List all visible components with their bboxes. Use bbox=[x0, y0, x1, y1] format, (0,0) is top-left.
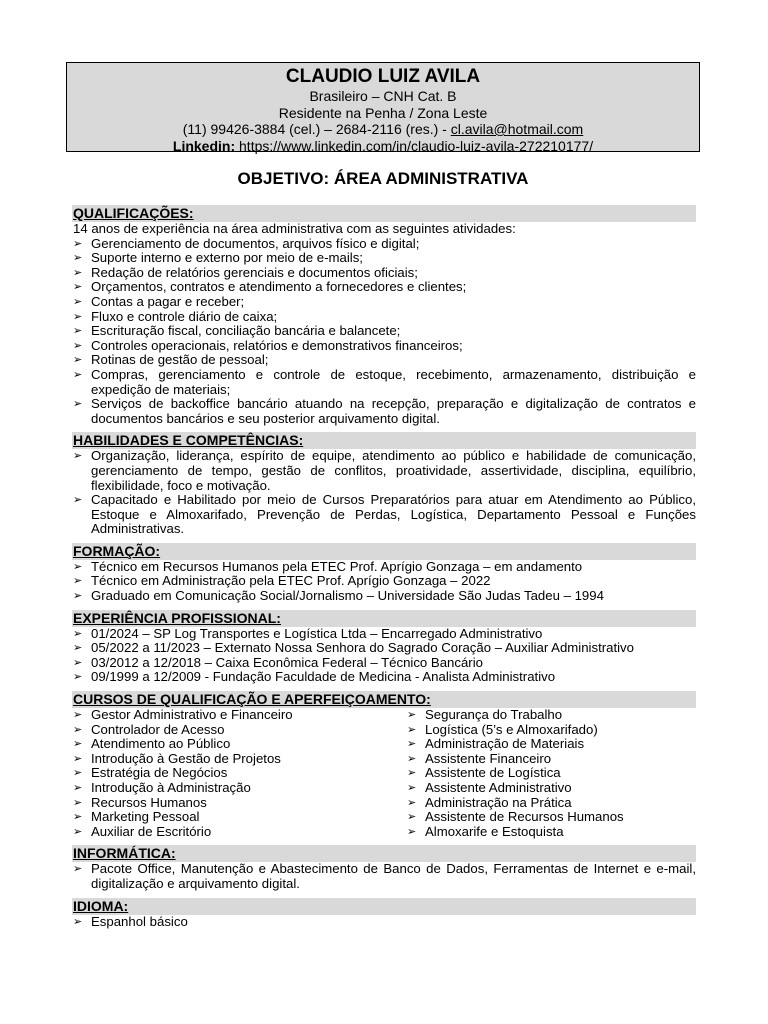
nationality-license: Brasileiro – CNH Cat. B bbox=[309, 88, 457, 104]
list-item bbox=[73, 560, 696, 575]
list-item-text: Rotinas de gestão de pessoal; bbox=[91, 352, 269, 368]
arrow-bullet-icon: ➢ bbox=[73, 825, 83, 838]
arrow-bullet-icon: ➢ bbox=[73, 590, 83, 603]
list-item bbox=[73, 589, 696, 604]
list-item-text: Administração na Prática bbox=[425, 794, 572, 810]
list-item-text: Técnico em Administração pela ETEC Prof. Aprígio Gonzaga – 2022 bbox=[91, 573, 491, 589]
list-item bbox=[73, 339, 696, 354]
list-item-text: Espanhol básico bbox=[91, 913, 188, 929]
list-item-text: 03/2012 a 12/2018 – Caixa Econômica Federal – Técnico Bancário bbox=[91, 654, 483, 670]
arrow-bullet-icon: ➢ bbox=[73, 450, 83, 463]
list-item bbox=[73, 324, 696, 339]
list-item bbox=[73, 737, 407, 752]
list-item bbox=[73, 295, 696, 310]
section-heading-habilidades: HABILIDADES E COMPETÊNCIAS: bbox=[72, 432, 696, 449]
list-item-text: Assistente de Logística bbox=[425, 765, 561, 781]
list-item-text: 09/1999 a 12/2009 - Fundação Faculdade de Medicina - Analista Administrativo bbox=[91, 669, 556, 685]
arrow-bullet-icon: ➢ bbox=[73, 709, 83, 722]
list-item bbox=[73, 862, 696, 891]
list-item bbox=[407, 752, 696, 767]
list-item-text: Capacitado e Habilitado por meio de Cursos Preparatórios para atuar em Atendimento ao Público, Estoque e Almoxarifado, Prevenção de Perdas, Logística, Departamento Pessoal e Funções Administrativas. bbox=[91, 492, 696, 537]
list-item bbox=[73, 449, 696, 493]
list-item-text: Gerenciamento de documentos, arquivos físico e digital; bbox=[91, 235, 420, 251]
arrow-bullet-icon: ➢ bbox=[73, 575, 83, 588]
list-item bbox=[407, 737, 696, 752]
arrow-bullet-icon: ➢ bbox=[73, 325, 83, 338]
experiencia-list bbox=[73, 627, 696, 685]
list-item bbox=[73, 752, 407, 767]
habilidades-list bbox=[73, 449, 696, 537]
list-item bbox=[407, 766, 696, 781]
arrow-bullet-icon: ➢ bbox=[73, 752, 83, 765]
contact-line bbox=[67, 121, 699, 138]
list-item bbox=[73, 656, 696, 671]
arrow-bullet-icon: ➢ bbox=[73, 796, 83, 809]
qualificacoes-intro: 14 anos de experiência na área administrativa com as seguintes atividades: bbox=[73, 221, 516, 236]
list-item-text: Administração de Materiais bbox=[425, 736, 585, 752]
list-item-text: Assistente Financeiro bbox=[425, 750, 552, 766]
qualificacoes-list bbox=[73, 237, 696, 427]
list-item-text: Pacote Office, Manutenção e Abastecimento de Banco de Dados, Ferramentas de Internet e e-mail, digitalização e arquivamento digital. bbox=[91, 861, 696, 891]
list-item-text: Recursos Humanos bbox=[91, 794, 207, 810]
list-item bbox=[407, 708, 696, 723]
arrow-bullet-icon: ➢ bbox=[407, 738, 417, 751]
section-heading-cursos: CURSOS DE QUALIFICAÇÃO E APERFEIÇOAMENTO: bbox=[72, 691, 696, 708]
list-item bbox=[73, 266, 696, 281]
list-item-text: Orçamentos, contratos e atendimento a fornecedores e clientes; bbox=[91, 279, 467, 295]
section-heading-informatica: INFORMÁTICA: bbox=[72, 845, 696, 862]
arrow-bullet-icon: ➢ bbox=[73, 266, 83, 279]
arrow-bullet-icon: ➢ bbox=[407, 825, 417, 838]
arrow-bullet-icon: ➢ bbox=[73, 782, 83, 794]
list-item-text: Redação de relatórios gerenciais e documentos oficiais; bbox=[91, 264, 418, 280]
arrow-bullet-icon: ➢ bbox=[407, 811, 417, 824]
list-item bbox=[73, 353, 696, 368]
list-item-text: Controlador de Acesso bbox=[91, 721, 225, 737]
arrow-bullet-icon: ➢ bbox=[73, 295, 83, 308]
arrow-bullet-icon: ➢ bbox=[73, 494, 83, 507]
arrow-bullet-icon: ➢ bbox=[73, 281, 83, 294]
list-item-text: Fluxo e controle diário de caixa; bbox=[91, 308, 278, 324]
section-heading-experiencia: EXPERIÊNCIA PROFISSIONAL: bbox=[72, 610, 696, 627]
list-item bbox=[73, 397, 696, 426]
arrow-bullet-icon: ➢ bbox=[73, 368, 83, 381]
list-item bbox=[73, 708, 407, 723]
list-item bbox=[73, 368, 696, 397]
list-item-text: Logística (5’s e Almoxarifado) bbox=[425, 721, 598, 737]
list-item bbox=[73, 237, 696, 252]
arrow-bullet-icon: ➢ bbox=[73, 642, 83, 655]
list-item-text: Gestor Administrativo e Financeiro bbox=[91, 707, 293, 723]
phone-numbers: (11) 99426-3884 (cel.) – 2684-2116 (res.) - bbox=[182, 121, 451, 137]
list-item-text: Estratégia de Negócios bbox=[91, 765, 228, 781]
list-item-text: 01/2024 – SP Log Transportes e Logística Ltda – Encarregado Administrativo bbox=[91, 625, 543, 641]
arrow-bullet-icon: ➢ bbox=[73, 310, 83, 323]
arrow-bullet-icon: ➢ bbox=[73, 560, 83, 573]
arrow-bullet-icon: ➢ bbox=[73, 627, 83, 640]
residence: Residente na Penha / Zona Leste bbox=[278, 104, 488, 121]
list-item-text: Introdução à Administração bbox=[91, 780, 251, 795]
list-item-text: Suporte interno e externo por meio de e-mails; bbox=[91, 250, 363, 266]
list-item-text: Assistente de Recursos Humanos bbox=[425, 809, 624, 825]
list-item bbox=[407, 781, 696, 796]
list-item-text: Marketing Pessoal bbox=[91, 809, 200, 825]
resume-content bbox=[73, 205, 696, 929]
list-item bbox=[73, 766, 407, 781]
list-item-text: Segurança do Trabalho bbox=[425, 707, 563, 723]
objective-title: OBJETIVO: ÁREA ADMINISTRATIVA bbox=[237, 169, 529, 188]
linkedin-url[interactable]: https://www.linkedin.com/in/claudio-luiz-avila-272210177/ bbox=[235, 137, 594, 154]
arrow-bullet-icon: ➢ bbox=[407, 752, 417, 765]
list-item bbox=[73, 251, 696, 266]
list-item-text: Introdução à Gestão de Projetos bbox=[91, 750, 281, 766]
list-item-text: Graduado em Comunicação Social/Jornalismo – Universidade São Judas Tadeu – 1994 bbox=[91, 588, 604, 604]
arrow-bullet-icon: ➢ bbox=[73, 671, 83, 684]
cursos-list-left bbox=[73, 708, 407, 839]
list-item bbox=[73, 670, 696, 685]
arrow-bullet-icon: ➢ bbox=[73, 398, 83, 411]
list-item bbox=[407, 810, 696, 825]
list-item-text: 05/2022 a 11/2023 – Externato Nossa Senhora do Sagrado Coração – Auxiliar Administrativo bbox=[91, 640, 634, 656]
arrow-bullet-icon: ➢ bbox=[73, 738, 83, 751]
arrow-bullet-icon: ➢ bbox=[73, 252, 83, 265]
cursos-columns bbox=[73, 708, 696, 839]
arrow-bullet-icon: ➢ bbox=[407, 709, 417, 722]
list-item-text: Controles operacionais, relatórios e demonstrativos financeiros; bbox=[91, 337, 463, 353]
arrow-bullet-icon: ➢ bbox=[407, 723, 417, 736]
section-heading-qualificacoes: QUALIFICAÇÕES: bbox=[72, 205, 696, 222]
list-item bbox=[73, 723, 407, 738]
list-item-text: Organização, liderança, espírito de equipe, atendimento ao público e habilidade de comunicação, gerenciamento de tempo, gestão de conflitos, proatividade, assertividade, disciplina, equilíbrio, flexibilidade, foco e motivação. bbox=[91, 448, 696, 493]
resume-header bbox=[66, 62, 700, 152]
list-item-text: Compras, gerenciamento e controle de estoque, recebimento, armazenamento, distribuição e expedição de materiais; bbox=[91, 366, 696, 397]
list-item bbox=[73, 796, 407, 811]
arrow-bullet-icon: ➢ bbox=[73, 863, 83, 876]
arrow-bullet-icon: ➢ bbox=[73, 723, 83, 736]
arrow-bullet-icon: ➢ bbox=[407, 796, 417, 809]
email-link[interactable]: cl.avila@hotmail.com bbox=[450, 121, 584, 137]
list-item bbox=[73, 825, 407, 840]
arrow-bullet-icon: ➢ bbox=[73, 354, 83, 367]
arrow-bullet-icon: ➢ bbox=[73, 656, 83, 669]
arrow-bullet-icon: ➢ bbox=[407, 767, 417, 780]
section-heading-idioma: IDIOMA: bbox=[72, 898, 696, 915]
list-item-text: Contas a pagar e receber; bbox=[91, 293, 245, 309]
arrow-bullet-icon: ➢ bbox=[73, 339, 83, 352]
list-item bbox=[407, 825, 696, 840]
list-item-text: Atendimento ao Público bbox=[91, 736, 231, 752]
list-item-text: Auxiliar de Escritório bbox=[91, 823, 212, 839]
arrow-bullet-icon: ➢ bbox=[73, 811, 83, 824]
arrow-bullet-icon: ➢ bbox=[73, 767, 83, 780]
idioma-list bbox=[73, 915, 696, 930]
candidate-name: CLAUDIO LUIZ AVILA bbox=[285, 66, 481, 87]
list-item-text: Almoxarife e Estoquista bbox=[425, 823, 564, 839]
linkedin-line bbox=[67, 138, 699, 155]
list-item bbox=[407, 723, 696, 738]
list-item bbox=[73, 627, 696, 642]
list-item bbox=[73, 915, 696, 930]
list-item bbox=[407, 796, 696, 811]
list-item-text: Técnico em Recursos Humanos pela ETEC Prof. Aprígio Gonzaga – em andamento bbox=[91, 558, 583, 574]
list-item-text: Escrituração fiscal, conciliação bancária e balancete; bbox=[91, 323, 401, 339]
section-heading-formacao: FORMAÇÃO: bbox=[72, 543, 696, 560]
arrow-bullet-icon: ➢ bbox=[73, 915, 83, 928]
list-item bbox=[73, 781, 407, 796]
arrow-bullet-icon: ➢ bbox=[73, 237, 83, 250]
list-item-text: Serviços de backoffice bancário atuando na recepção, preparação e digitalização de contratos e documentos bancários e seu posterior arquivamento digital. bbox=[91, 396, 696, 426]
cursos-list-right bbox=[407, 708, 696, 839]
list-item bbox=[73, 574, 696, 589]
linkedin-label: Linkedin: bbox=[172, 137, 236, 154]
arrow-bullet-icon: ➢ bbox=[407, 782, 417, 794]
informatica-list bbox=[73, 862, 696, 891]
list-item bbox=[73, 493, 696, 537]
list-item bbox=[73, 310, 696, 325]
list-item bbox=[73, 810, 407, 825]
formacao-list bbox=[73, 560, 696, 604]
list-item-text: Assistente Administrativo bbox=[425, 780, 572, 795]
list-item bbox=[73, 641, 696, 656]
list-item bbox=[73, 280, 696, 295]
